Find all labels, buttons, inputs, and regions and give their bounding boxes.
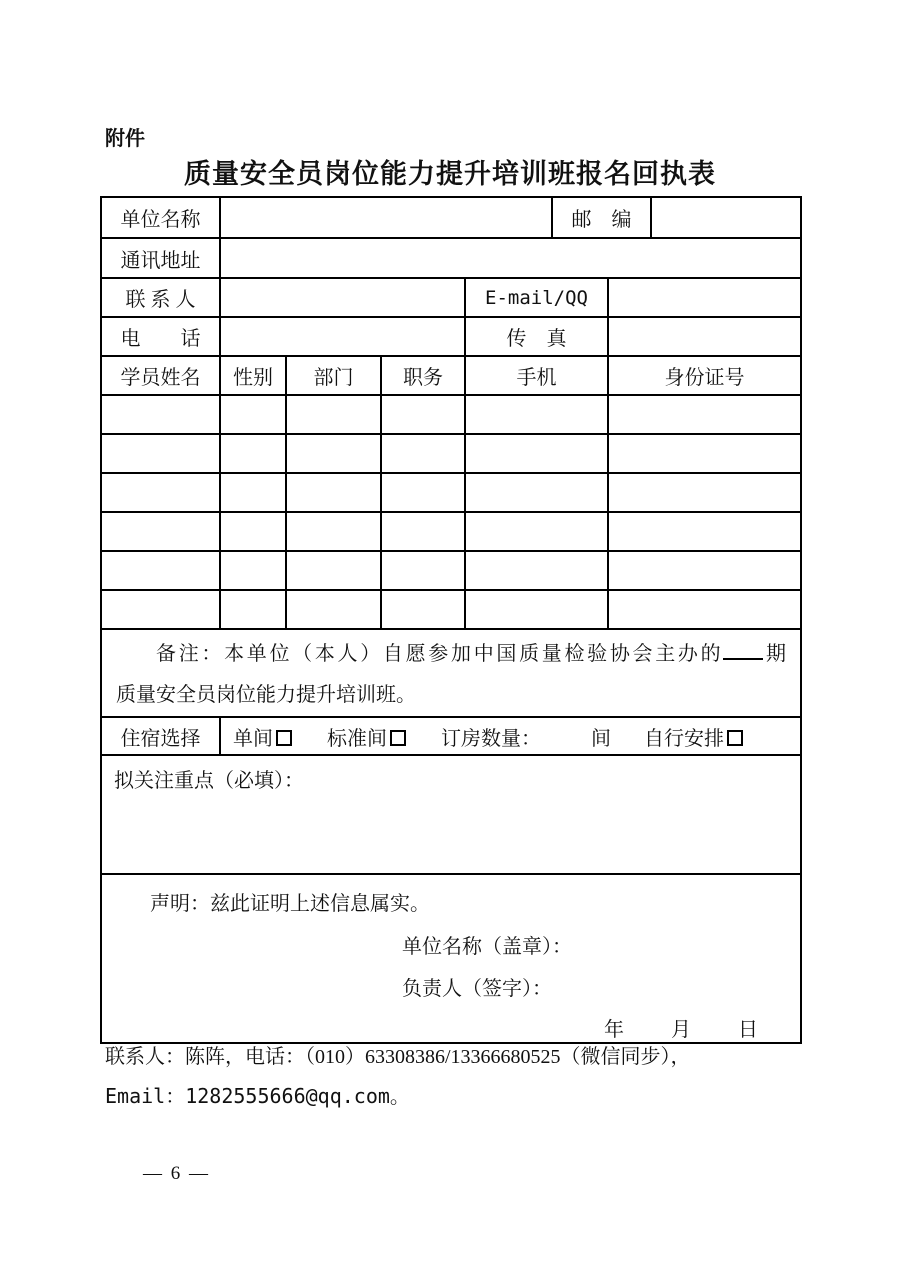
postal-code-field	[651, 197, 801, 238]
standard-room-checkbox	[390, 730, 406, 746]
student-cell	[220, 434, 286, 473]
student-row	[101, 473, 801, 512]
student-row	[101, 434, 801, 473]
email-qq-label: E-mail/QQ	[465, 278, 608, 317]
student-cell	[381, 551, 465, 590]
accommodation-options	[221, 722, 800, 751]
page-title: 质量安全员岗位能力提升培训班报名回执表	[184, 159, 716, 189]
address-label: 通讯地址	[101, 238, 220, 278]
student-cell	[101, 512, 220, 551]
row-declaration	[101, 874, 801, 1043]
student-cell	[381, 434, 465, 473]
row-unit-name	[101, 197, 801, 238]
student-row	[101, 590, 801, 629]
page-number: — 6 —	[143, 1163, 210, 1184]
student-row	[101, 512, 801, 551]
student-cell	[220, 551, 286, 590]
standard-room-label: 标准间	[327, 727, 387, 750]
self-arrange-label: 自行安排	[644, 727, 724, 750]
remark-text-after-blank: 期	[763, 643, 787, 665]
id-number-header: 身份证号	[608, 356, 801, 395]
student-cell	[608, 434, 801, 473]
unit-name-field	[220, 197, 552, 238]
student-cell	[608, 551, 801, 590]
student-cell	[286, 473, 381, 512]
student-cell	[220, 512, 286, 551]
row-contact	[101, 278, 801, 317]
fax-label: 传 真	[465, 317, 608, 356]
student-cell	[608, 590, 801, 629]
year-label: 年	[604, 1019, 624, 1041]
gender-header: 性别	[220, 356, 286, 395]
student-cell	[381, 590, 465, 629]
contact-person-label: 联 系 人	[101, 278, 220, 317]
attachment-label: 附件	[105, 128, 145, 150]
row-accommodation	[101, 717, 801, 755]
student-cell	[608, 395, 801, 434]
student-cell	[286, 395, 381, 434]
remark-label: 备注：	[156, 643, 225, 665]
student-cell	[381, 395, 465, 434]
student-cell	[465, 512, 608, 551]
signer-label: 负责人（签字）：	[402, 978, 552, 1000]
postal-code-label: 邮 编	[552, 197, 651, 238]
remark-line2: 质量安全员岗位能力提升培训班。	[116, 684, 416, 706]
focus-label: 拟关注重点（必填）：	[114, 770, 304, 792]
student-cell	[101, 590, 220, 629]
row-student-header	[101, 356, 801, 395]
mobile-header: 手机	[465, 356, 608, 395]
registration-form-table	[100, 196, 802, 1044]
student-cell	[608, 512, 801, 551]
student-cell	[220, 395, 286, 434]
room-quantity-label: 订房数量：	[441, 727, 541, 750]
room-quantity-unit: 间	[591, 727, 611, 750]
remark-text	[102, 630, 800, 716]
student-cell	[286, 551, 381, 590]
self-arrange-checkbox	[727, 730, 743, 746]
remark-text-before-blank: 本单位（本人）自愿参加中国质量检验协会主办的	[224, 643, 724, 665]
remark-blank-line	[723, 656, 763, 660]
footer-contact	[105, 1038, 815, 1116]
student-cell	[286, 434, 381, 473]
student-cell	[220, 590, 286, 629]
fax-field	[608, 317, 801, 356]
day-label: 日	[738, 1019, 758, 1041]
declaration-statement: 声明：兹此证明上述信息属实。	[150, 893, 430, 915]
address-field	[220, 238, 801, 278]
single-room-label: 单间	[233, 727, 273, 750]
student-cell	[286, 590, 381, 629]
student-cell	[220, 473, 286, 512]
student-name-header: 学员姓名	[101, 356, 220, 395]
month-label: 月	[671, 1019, 691, 1041]
accommodation-label: 住宿选择	[101, 717, 220, 755]
student-cell	[465, 473, 608, 512]
position-header: 职务	[381, 356, 465, 395]
footer-contact-line: 联系人：陈阵，电话：（010）63308386/13366680525（微信同步），	[105, 1046, 691, 1068]
student-cell	[465, 395, 608, 434]
student-cell	[465, 434, 608, 473]
student-cell	[465, 590, 608, 629]
email-qq-field	[608, 278, 801, 317]
student-cell	[101, 551, 220, 590]
row-remark	[101, 629, 801, 717]
student-cell	[608, 473, 801, 512]
student-cell	[101, 473, 220, 512]
student-cell	[286, 512, 381, 551]
student-cell	[465, 551, 608, 590]
unit-name-label: 单位名称	[101, 197, 220, 238]
student-cell	[381, 512, 465, 551]
student-blank-rows	[101, 395, 801, 629]
row-phone	[101, 317, 801, 356]
row-address	[101, 238, 801, 278]
student-cell	[101, 395, 220, 434]
phone-label: 电 话	[101, 317, 220, 356]
row-focus	[101, 755, 801, 874]
unit-seal-label: 单位名称（盖章）：	[402, 936, 572, 958]
student-row	[101, 551, 801, 590]
single-room-checkbox	[276, 730, 292, 746]
contact-person-field	[220, 278, 465, 317]
student-row	[101, 395, 801, 434]
student-cell	[381, 473, 465, 512]
phone-field	[220, 317, 465, 356]
department-header: 部门	[286, 356, 381, 395]
footer-email-line: Email：1282555666@qq.com。	[105, 1084, 410, 1108]
student-cell	[101, 434, 220, 473]
